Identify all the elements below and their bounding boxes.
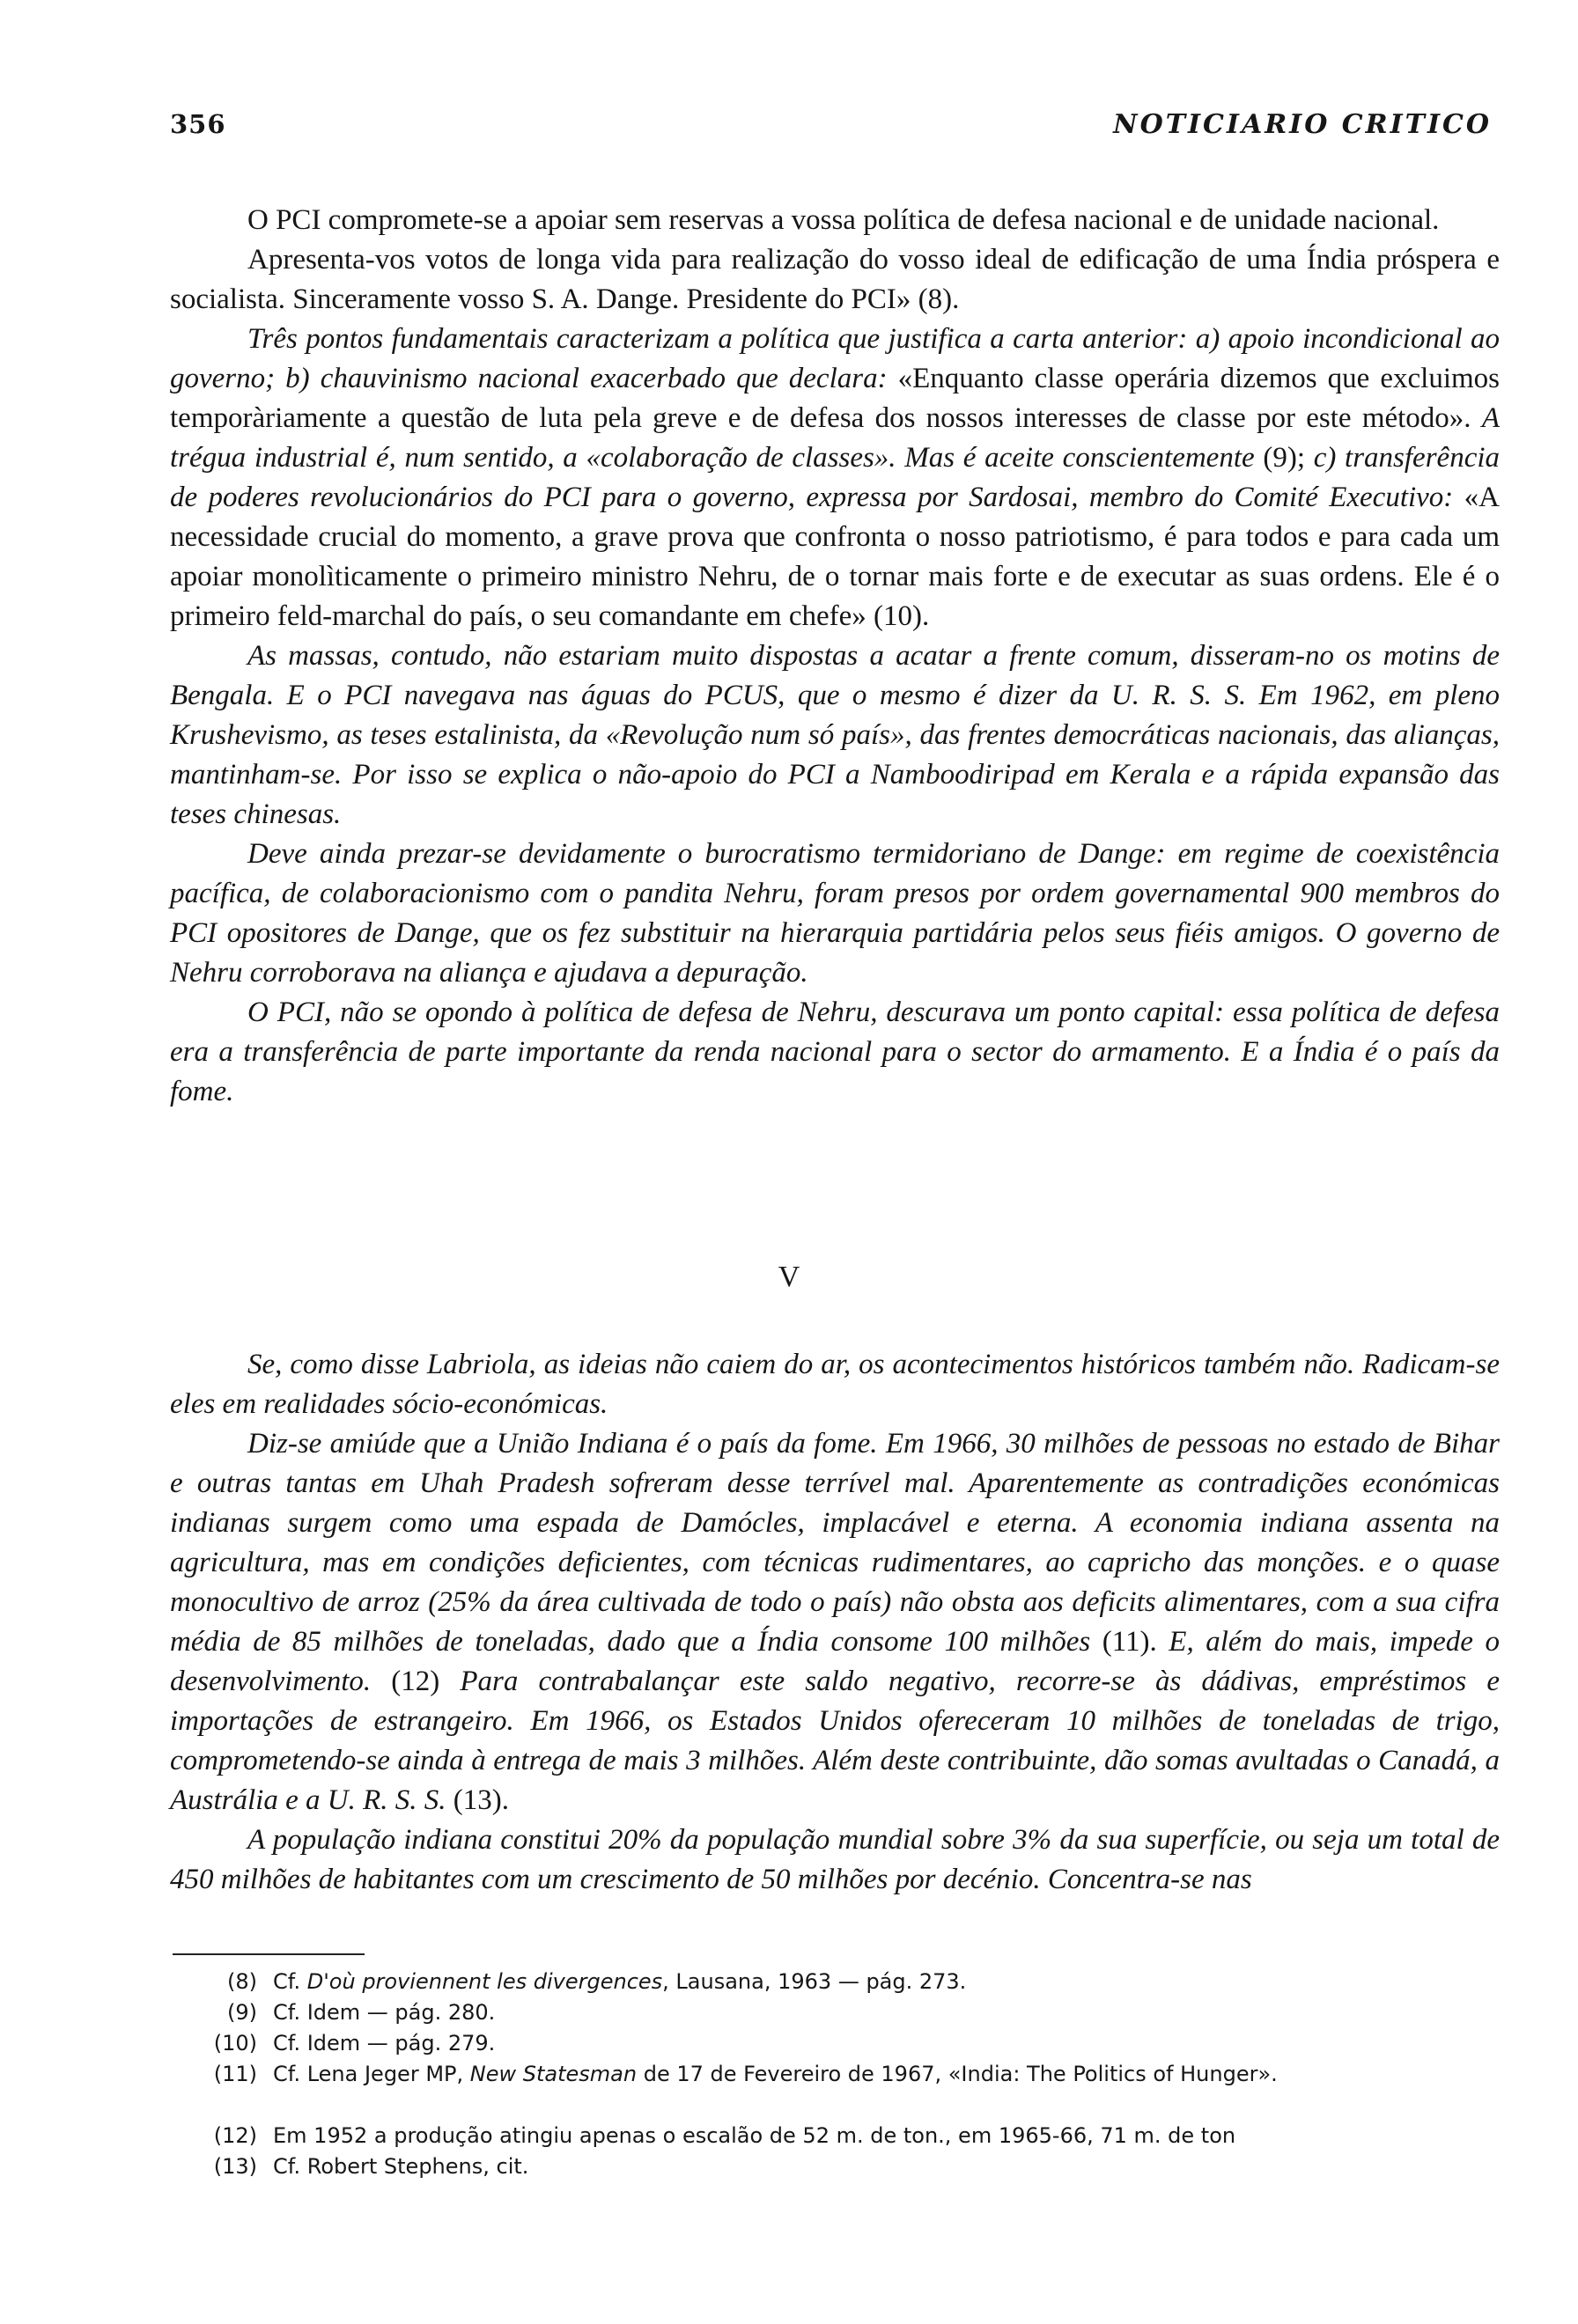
footnote-text: Cf. Idem — pág. 279. <box>273 2031 496 2056</box>
body-text-lower <box>170 1345 1500 1900</box>
paragraph: Apresenta-vos votos de longa vida para realização do vosso ideal de edificação de uma Índia próspera e socialista. Sinceramente vosso S. A. Dange. Presidente do PCI» (8). <box>170 244 1500 315</box>
paragraph: O PCI compromete-se a apoiar sem reservas a vossa política de defesa nacional e de unidade nacional. <box>247 204 1440 236</box>
footnote-text: Cf. Idem — pág. 280. <box>273 2000 496 2025</box>
footnote <box>173 2121 1501 2151</box>
footnote-text: Cf. <box>273 1969 307 1994</box>
footnote-mark: (10) <box>213 2031 257 2056</box>
footnote-title: New Statesman <box>469 2062 638 2086</box>
running-title: NOTICIARIO CRITICO <box>1113 109 1492 140</box>
paragraph: O PCI, não se opondo à política de defesa de Nehru, descurava um ponto capital: essa política de defesa era a transferência de parte importante da renda nacional para o sector do armamento. E a Índia é o país da fome. <box>170 997 1500 1107</box>
footnote-title: D'où proviennent les divergences <box>306 1969 663 1994</box>
paragraph <box>170 1424 1500 1820</box>
paragraph: Se, como disse Labriola, as ideias não caiem do ar, os acontecimentos históricos também não. Radicam-se eles em realidades sócio-económicas. <box>170 1349 1500 1420</box>
footnote-mark: (9) <box>227 2000 257 2025</box>
italic-text: A trégua industrial é, num sentido, a «colaboração de classes». Mas é aceite conscientemente <box>170 402 1500 474</box>
footnote <box>173 2059 1501 2090</box>
footnote-mark: (12) <box>213 2123 257 2148</box>
footnote <box>173 2028 1501 2059</box>
footnote-ref: (9); <box>1254 442 1314 474</box>
footnote-text: de 17 de Fevereiro de 1967, «India: The Politics of Hunger». <box>637 2062 1278 2086</box>
paragraph: A população indiana constitui 20% da população mundial sobre 3% da sua superfície, ou seja um total de 450 milhões de habitantes com um crescimento de 50 milhões por decénio. Concentra-se nas <box>170 1824 1500 1895</box>
footnote <box>173 1967 1501 1997</box>
quote-text: «A necessidade crucial do momento, a grave prova que confronta o nosso patriotismo, é para todos e para cada um apoiar monolìticamente o primeiro ministro Nehru, de o tornar mais forte e de executar as suas ordens. Ele é o primeiro feld-marchal do país, o seu comandante em chefe» (10). <box>170 482 1500 632</box>
footnote-text: Cf. Lena Jeger MP, <box>273 2062 470 2086</box>
italic-text: c) transferência de poderes revolucionários do PCI para o governo, expressa por Sardosai, membro do Comité Executivo: <box>170 442 1501 513</box>
footnote-text: Em 1952 a produção atingiu apenas o escalão de 52 m. de ton., em 1965-66, 71 m. de ton <box>273 2123 1236 2148</box>
footnote-ref: (13). <box>446 1784 509 1816</box>
footnote <box>173 2151 1501 2182</box>
footnote <box>173 1997 1501 2028</box>
page-number: 356 <box>170 109 226 139</box>
italic-text: E, além do mais, impede o desenvolvimento. <box>170 1626 1500 1697</box>
paragraph <box>170 320 1500 636</box>
footnote-mark: (8) <box>227 1969 257 1994</box>
footnote-mark: (13) <box>213 2154 257 2179</box>
italic-text: Diz-se amiúde que a União Indiana é o país da fome. Em 1966, 30 milhões de pessoas no estado de Bihar e outras tantas em Uhah Pradesh sofreram desse terrível mal. Aparentemente as contradições económicas indianas surgem como uma espada de Damócles, implacável e eterna. A economia indiana assenta na agricultura, mas em condições deficientes, com técnicas rudimentares, ao capricho das monções. e o quase monocultivo de arroz (25% da área cultivada de todo o país) não obsta aos deficits alimentares, com a sua cifra média de 85 milhões de toneladas, dado que a Índia consome 100 milhões <box>170 1428 1500 1658</box>
footnote-text: Cf. Robert Stephens, cit. <box>273 2154 529 2179</box>
footnote-ref: (11). <box>1090 1626 1169 1658</box>
section-heading: V <box>778 1261 800 1293</box>
footnote-mark: (11) <box>213 2062 257 2086</box>
paragraph: Deve ainda prezar-se devidamente o burocratismo termidoriano de Dange: em regime de coexistência pacífica, de colaboracionismo com o pandita Nehru, foram presos por ordem governamental 900 membros do PCI opositores de Dange, que os fez substituir na hierarquia partidária pelos seus fiéis amigos. O governo de Nehru corroborava na aliança e ajudava a depuração. <box>170 838 1500 989</box>
paragraph: As massas, contudo, não estariam muito dispostas a acatar a frente comum, disseram-no os motins de Bengala. E o PCI navegava nas águas do PCUS, que o mesmo é dizer da U. R. S. S. Em 1962, em pleno Krushevismo, as teses estalinista, da «Revolução num só país», das frentes democráticas nacionais, das alianças, mantinham-se. Por isso se explica o não-apoio do PCI a Namboodiripad em Kerala e a rápida expansão das teses chinesas. <box>170 640 1500 830</box>
italic-text: Para contrabalançar este saldo negativo, recorre-se às dádivas, empréstimos e importações de estrangeiro. Em 1966, os Estados Unidos ofereceram 10 milhões de toneladas de trigo, comprometendo-se ainda à entrega de mais 3 milhões. Além deste contribuinte, dão somas avultadas o Canadá, a Austrália e a U. R. S. S. <box>170 1666 1500 1816</box>
italic-text: Três pontos fundamentais caracterizam a política que justifica a carta anterior: a) apoio incondicional ao governo; b) chauvinismo nacional exacerbado que declara: <box>170 323 1500 394</box>
footnote-ref: (12) <box>371 1666 461 1697</box>
body-text-upper <box>170 201 1500 1112</box>
footnote-divider <box>173 1953 365 1955</box>
footnote-text: , Lausana, 1963 — pág. 273. <box>662 1969 967 1994</box>
quote-text: «Enquanto classe operária dizemos que excluimos temporàriamente a questão de luta pela greve e de defesa dos nossos interesses de classe por este método». <box>170 363 1500 434</box>
